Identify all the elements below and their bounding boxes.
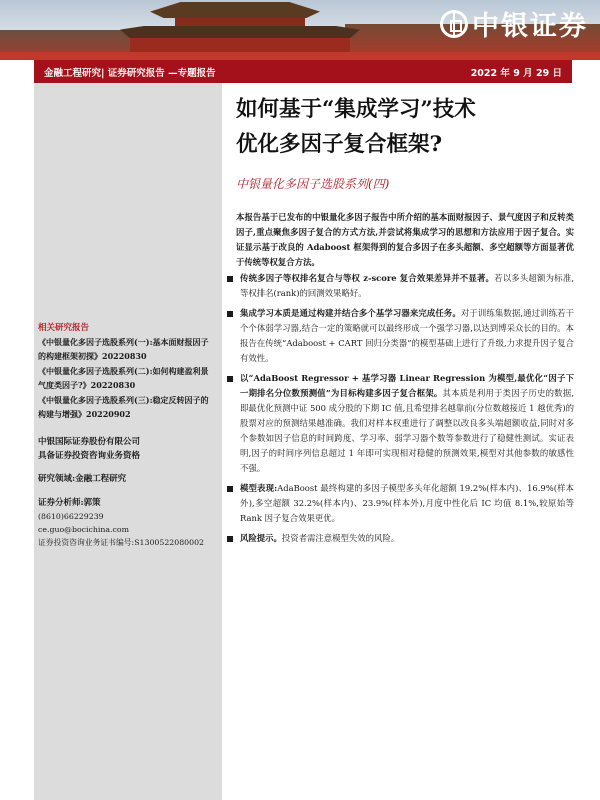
key-point-body: 若以多头超额为标准,等权排名(rank)的回测效果略好。 bbox=[240, 273, 574, 298]
research-field: 研究领域:金融工程研究 bbox=[38, 474, 127, 484]
key-point-body: 投资者需注意模型失效的风险。 bbox=[281, 533, 400, 543]
key-point bbox=[226, 531, 574, 546]
company-info bbox=[38, 435, 140, 463]
report-title bbox=[236, 92, 576, 162]
banner-wall bbox=[0, 52, 600, 60]
key-point bbox=[226, 481, 574, 526]
company-qualification: 具备证券投资咨询业务资格 bbox=[38, 451, 141, 461]
analyst-name: 郭策 bbox=[83, 498, 101, 508]
key-points bbox=[226, 271, 574, 551]
related-reports-list bbox=[38, 336, 216, 423]
banner-roof-band bbox=[175, 18, 305, 26]
key-point-heading: 以“AdaBoost Regressor + 基学习器 Linear Regression 为模型,最优化“因子下一期排名分位数预测值”为目标构建多因子复合框架。 bbox=[240, 373, 574, 398]
report-category: 金融工程研究| 证券研究报告 —专题报告 bbox=[44, 67, 216, 79]
report-subtitle: 中银量化多因子选股系列(四) bbox=[236, 177, 390, 191]
analyst-label: 证券分析师: bbox=[38, 498, 84, 508]
header-banner bbox=[0, 0, 600, 60]
report-abstract: 本报告基于已发布的中银量化多因子报告中所介绍的基本面财报因子、景气度因子和反转类因子,重点聚焦多因子复合的方式方法,并尝试将集成学习的思想和方法应用于因子复合。实证显示基于改良的 Adaboost 框架得到的复合多因子在多头超额、多空超额等方面显著优于传统等权复合方法。 bbox=[236, 212, 574, 267]
related-report[interactable]: 《中银量化多因子选股系列(一):基本面财报因子的构建框架初探》20220830 bbox=[38, 337, 209, 361]
analyst-info bbox=[38, 496, 204, 549]
key-point-heading: 传统多因子等权排名复合与等权 z-score 复合效果差异并不显著。 bbox=[240, 273, 495, 283]
key-point-heading: 模型表现: bbox=[240, 483, 278, 493]
key-point-body: 对于训练集数据,通过训练若干个个体弱学习器,结合一定的策略就可以最终形成一个强学习器,以达到博采众长的目的。本报告在传统“Adaboost + CART 回归分类器”的模型基础上进行了升级,力求提升因子复合有效性。 bbox=[240, 308, 574, 363]
related-reports-title: 相关研究报告 bbox=[38, 323, 90, 333]
brand-logo-text: 中银证券 bbox=[472, 11, 588, 42]
banner-roof-lower bbox=[120, 26, 360, 38]
key-point-heading: 集成学习本质是通过构建并结合多个基学习器来完成任务。 bbox=[240, 308, 461, 318]
report-title-line2: 优化多因子复合框架? bbox=[236, 132, 443, 157]
banner-roof-top bbox=[150, 2, 320, 18]
analyst-phone: (8610)66229239 bbox=[38, 512, 104, 521]
related-report[interactable]: 《中银量化多因子选股系列(二):如何构建盈利景气度类因子?》20220830 bbox=[38, 366, 209, 390]
analyst-email[interactable]: ce.guo@bocichina.com bbox=[38, 525, 129, 534]
related-report[interactable]: 《中银量化多因子选股系列(三):稳定反转因子的构建与增强》20220902 bbox=[38, 395, 209, 419]
company-name: 中银国际证券股份有限公司 bbox=[38, 437, 141, 447]
report-date: 2022 年 9 月 29 日 bbox=[470, 67, 562, 79]
key-point-heading: 风险提示。 bbox=[240, 533, 282, 543]
report-category-bar bbox=[34, 60, 572, 83]
report-title-line1: 如何基于“集成学习”技术 bbox=[236, 97, 476, 122]
key-point bbox=[226, 271, 574, 301]
key-point bbox=[226, 371, 574, 476]
analyst-cert: 证券投资咨询业务证书编号:S1300522080002 bbox=[38, 538, 205, 547]
key-point bbox=[226, 306, 574, 366]
brand-logo bbox=[440, 4, 588, 43]
key-point-body: AdaBoost 最终构建的多因子模型多头年化超额 19.2%(样本内)、16.9%(样本外),多空超额 32.2%(样本内)、23.9%(样本外),月度中性化后 IC 均值 8.1%,较原始等 Rank 因子复合效果更优。 bbox=[240, 483, 575, 523]
key-point-body: 其本质是利用于类因子历史的数据,即最优化预测中证 500 成分股的下期 IC 值,且希望排名越靠前(分位数越接近 1 越优秀)的股票对应的预测结果越准确。我们对样本权重进行了调整以改良多头端超额收益,同时对多个参数如因子信息的时间跨度、学习率、弱学习器个数等参数进行了稳健性测试。实证表明,因子的时间序列信息超过 1 年即可实现相对稳健的预测效果,模型对其他参数的敏感性不强。 bbox=[240, 388, 574, 473]
bank-logo-icon bbox=[440, 10, 468, 38]
